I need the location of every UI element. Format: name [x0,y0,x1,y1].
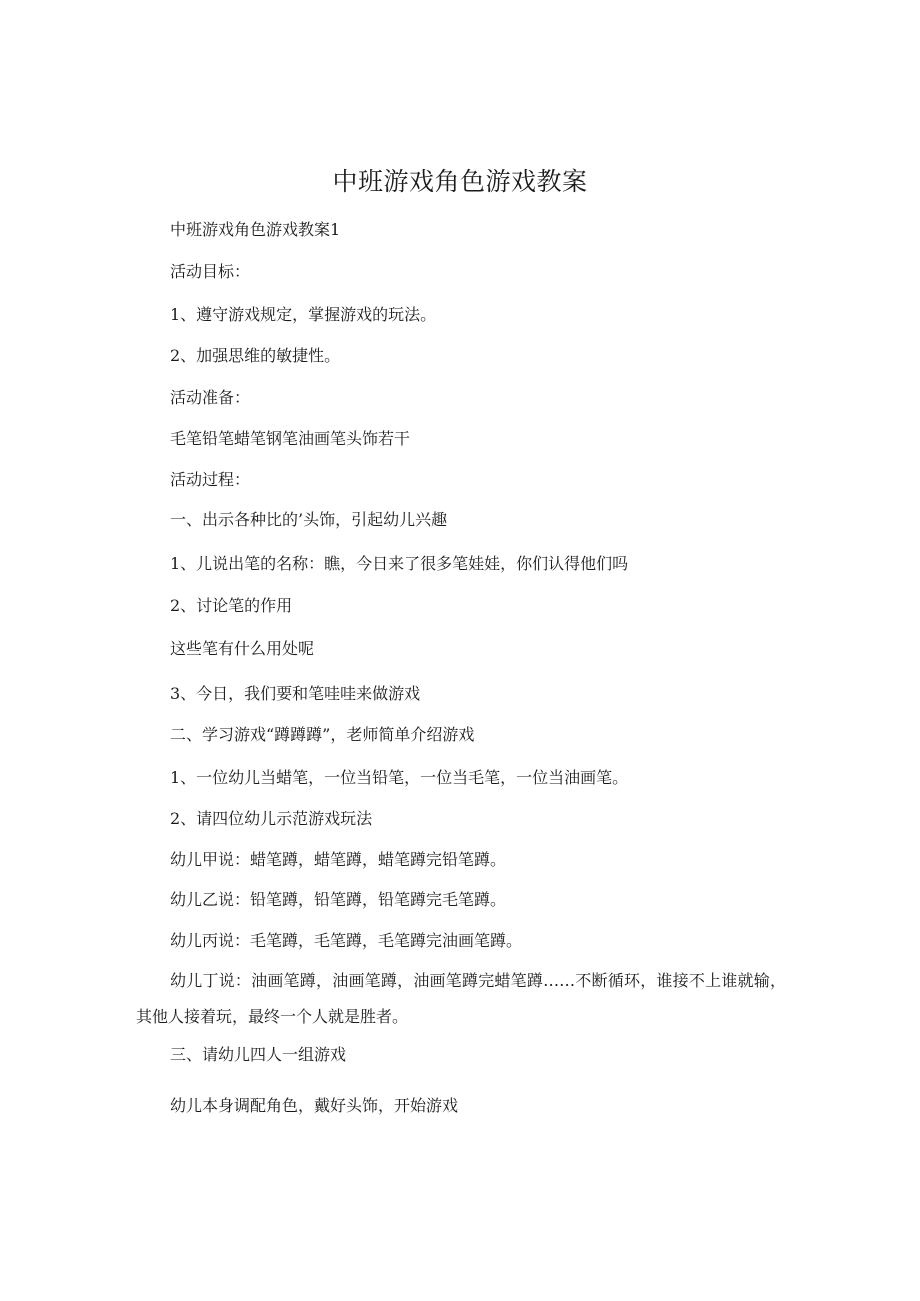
process-step: 二、学习游戏“蹲蹲蹲”，老师简单介绍游戏 [170,725,475,744]
process-step: 2、讨论笔的作用 [170,596,293,615]
process-step: 一、出示各种比的’头饰，引起幼儿兴趣 [170,510,448,529]
dialogue-line: 幼儿乙说：铅笔蹲，铅笔蹲，铅笔蹲完毛笔蹲。 [170,890,507,909]
process-step: 三、请幼儿四人一组游戏 [170,1045,347,1064]
preparation-text: 毛笔铅笔蜡笔钢笔油画笔头饰若干 [170,429,411,448]
process-step: 3、今日，我们要和笔哇哇来做游戏 [170,684,421,703]
dialogue-paragraph: 幼儿丁说：油画笔蹲，油画笔蹲，油画笔蹲完蜡笔蹲……不断循环，谁接不上谁就输，其他人接着玩，最终一个人就是胜者。 [136,971,786,1026]
process-text: 幼儿本身调配角色，戴好头饰，开始游戏 [170,1096,459,1115]
process-step: 1、儿说出笔的名称：瞧，今日来了很多笔娃娃，你们认得他们吗 [170,554,629,573]
activity-preparation-label: 活动准备： [170,388,251,407]
document-title: 中班游戏角色游戏教案 [332,167,588,196]
activity-process-label: 活动过程： [170,470,251,489]
dialogue-line: 幼儿甲说：蜡笔蹲，蜡笔蹲，蜡笔蹲完铅笔蹲。 [170,850,507,869]
activity-goals-label: 活动目标： [170,262,251,281]
goal-item: 2、加强思维的敏捷性。 [170,346,341,365]
process-step: 1、一位幼儿当蜡笔，一位当铅笔，一位当毛笔，一位当油画笔。 [170,768,629,787]
process-step: 2、请四位幼儿示范游戏玩法 [170,809,373,828]
goal-item: 1、遵守游戏规定，掌握游戏的玩法。 [170,305,437,324]
process-text: 这些笔有什么用处呢 [170,639,315,658]
section-heading: 中班游戏角色游戏教案1 [170,220,341,239]
dialogue-line: 幼儿丙说：毛笔蹲，毛笔蹲，毛笔蹲完油画笔蹲。 [170,931,523,950]
